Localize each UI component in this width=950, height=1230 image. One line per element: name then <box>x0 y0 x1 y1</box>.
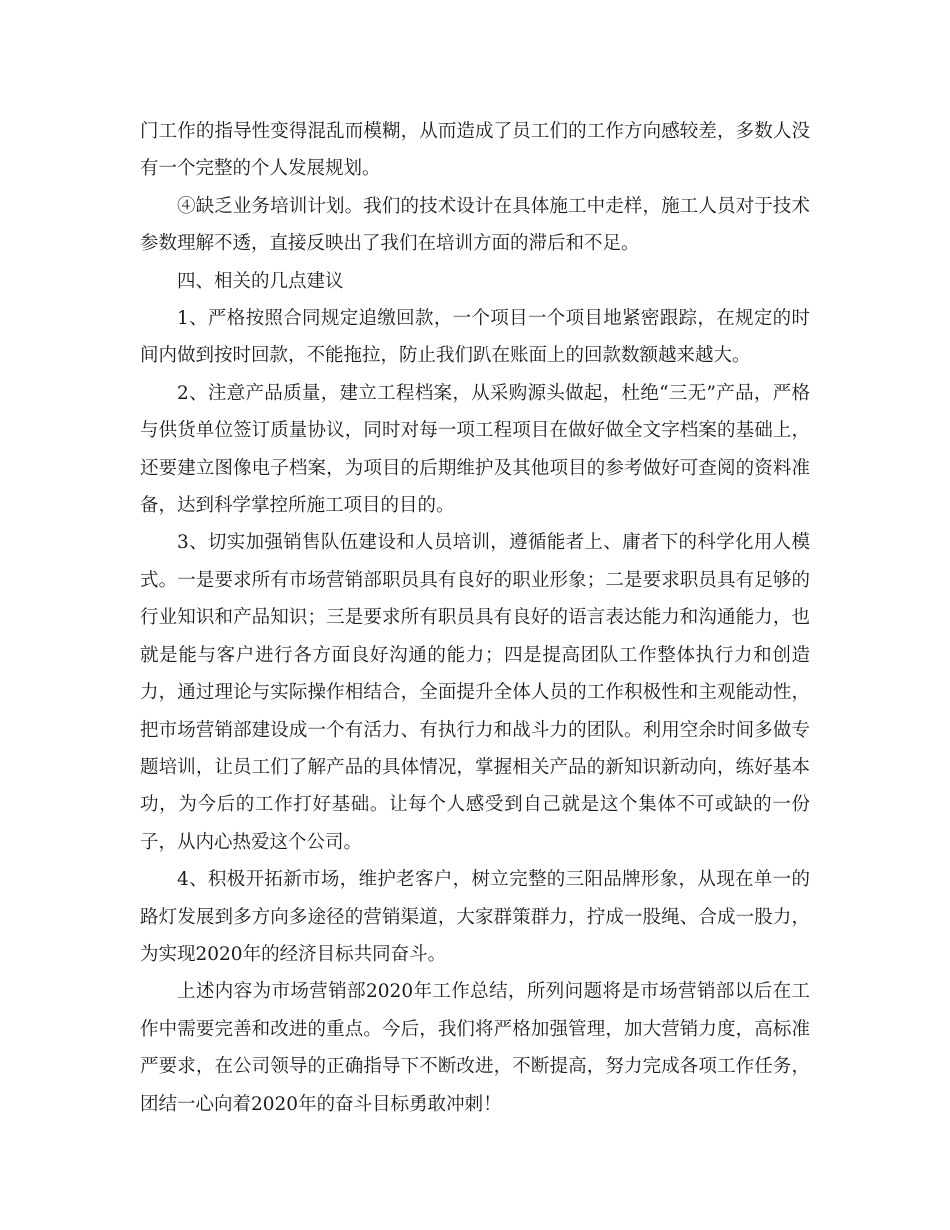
paragraph-suggestion-1: 1、严格按照合同规定追缴回款，一个项目一个项目地紧密跟踪，在规定的时间内做到按时回款，不能拖拉，防止我们趴在账面上的回款数额越来越大。 <box>140 308 810 367</box>
paragraph-continuation: 门工作的指导性变得混乱而模糊，从而造成了员工们的工作方向感较差，多数人没有一个完整的个人发展规划。 <box>140 121 810 180</box>
paragraph-suggestion-3: 3、切实加强销售队伍建设和人员培训，遵循能者上、庸者下的科学化用人模式。一是要求所有市场营销部职员具有良好的职业形象；二是要求职员具有足够的行业知识和产品知识；三是要求所有职员具有良好的语言表达能力和沟通能力，也就是能与客户进行各方面良好沟通的能力；四是提高团队工作整体执行力和创造力，通过理论与实际操作相结合，全面提升全体人员的工作积极性和主观能动性，把市场营销部建设成一个有活力、有执行力和战斗力的团队。利用空余时间多做专题培训，让员工们了解产品的具体情况，掌握相关产品的新知识新动向，练好基本功，为今后的工作打好基础。让每个人感受到自己就是这个集体不可或缺的一份子，从内心热爱这个公司。 <box>140 532 810 853</box>
paragraph-training-lack: ④缺乏业务培训计划。我们的技术设计在具体施工中走样，施工人员对于技术参数理解不透，直接反映出了我们在培训方面的滞后和不足。 <box>140 195 810 255</box>
paragraph-suggestion-4: 4、积极开拓新市场，维护老客户，树立完整的三阳品牌形象，从现在单一的路灯发展到多方向多途径的营销渠道，大家群策群力，拧成一股绳、合成一股力，为实现2020年的经济目标共同奋斗。 <box>140 869 810 965</box>
paragraph-conclusion: 上述内容为市场营销部2020年工作总结，所列问题将是市场营销部以后在工作中需要完善和改进的重点。今后，我们将严格加强管理，加大营销力度，高标准严要求，在公司领导的正确指导下不断改进，不断提高，努力完成各项工作任务，团结一心向着2020年的奋斗目标勇敢冲刺！ <box>140 981 810 1115</box>
document-body <box>140 113 810 1123</box>
section-heading-suggestions: 四、相关的几点建议 <box>177 270 344 292</box>
paragraph-suggestion-2: 2、注意产品质量，建立工程档案，从采购源头做起，杜绝“三无”产品，严格与供货单位签订质量协议，同时对每一项工程项目在做好做全文字档案的基础上，还要建立图像电子档案，为项目的后期维护及其他项目的参考做好可查阅的资料准备，达到科学掌控所施工项目的目的。 <box>140 382 810 517</box>
